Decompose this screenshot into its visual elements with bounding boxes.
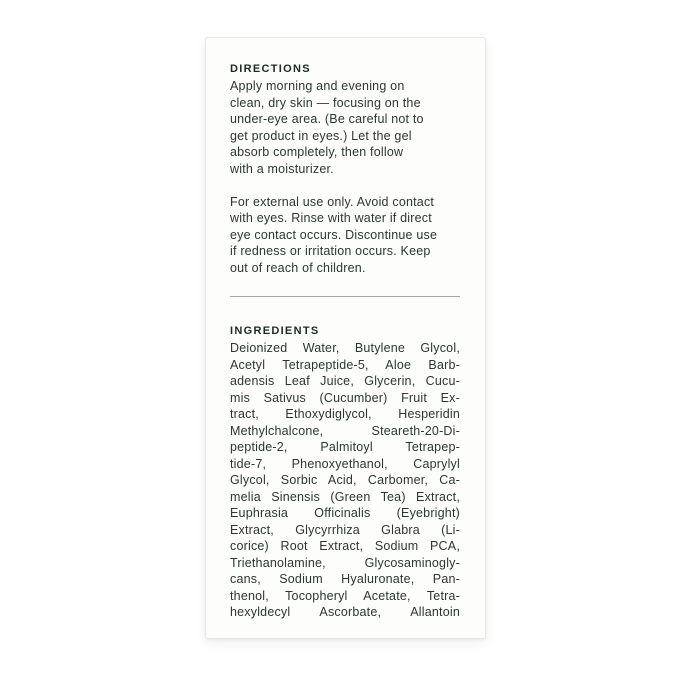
text-line: Methylchalcone, Steareth-20-Di-: [230, 423, 460, 438]
text-line: Triethanolamine, Glycosaminogly-: [230, 555, 460, 570]
text-line: with eyes. Rinse with water if direct: [230, 211, 432, 225]
text-line: eye contact occurs. Discontinue use: [230, 227, 438, 242]
text-line: if redness or irritation occurs. Keep: [230, 244, 431, 258]
text-line: adensis Leaf Juice, Glycerin, Cucu-: [230, 374, 460, 388]
text-line: absorb completely, then follow: [230, 145, 404, 159]
text-line: thenol, Tocopheryl Acetate, Tetra-: [230, 588, 460, 603]
text-line: get product in eyes.) Let the gel: [230, 128, 412, 143]
text-line: For external use only. Avoid contact: [230, 194, 435, 209]
text-line: with a moisturizer.: [230, 161, 334, 176]
directions-heading: DIRECTIONS: [230, 63, 311, 75]
text-line: tract, Ethoxydiglycol, Hesperidin: [230, 407, 460, 421]
text-line: Extract, Glycyrrhiza Glabra (Li-: [230, 522, 460, 537]
text-line: Apply morning and evening on: [230, 79, 405, 93]
label-panel: [205, 37, 486, 639]
text-line: melia Sinensis (Green Tea) Extract,: [230, 489, 460, 504]
text-line: peptide-2, Palmitoyl Tetrapep-: [230, 440, 460, 454]
text-line: Euphrasia Officinalis (Eyebright): [230, 506, 460, 520]
ingredients-list: [230, 340, 460, 621]
text-line: hexyldecyl Ascorbate, Allantoin: [230, 605, 460, 619]
text-line: out of reach of children.: [230, 260, 366, 275]
ingredients-heading: INGREDIENTS: [230, 325, 320, 337]
text-line: corice) Root Extract, Sodium PCA,: [230, 539, 460, 553]
text-line: Acetyl Tetrapeptide-5, Aloe Barb-: [230, 357, 460, 372]
text-line: Deionized Water, Butylene Glycol,: [230, 341, 460, 355]
text-line: tide-7, Phenoxyethanol, Caprylyl: [230, 456, 460, 471]
directions-usage-paragraph: [230, 78, 460, 177]
text-line: Glycol, Sorbic Acid, Carbomer, Ca-: [230, 473, 460, 487]
section-divider: [230, 296, 460, 297]
directions-warning-paragraph: [230, 194, 460, 277]
text-line: mis Sativus (Cucumber) Fruit Ex-: [230, 390, 460, 405]
text-line: under-eye area. (Be careful not to: [230, 112, 424, 126]
text-line: clean, dry skin — focusing on the: [230, 95, 421, 110]
text-line: cans, Sodium Hyaluronate, Pan-: [230, 572, 460, 586]
